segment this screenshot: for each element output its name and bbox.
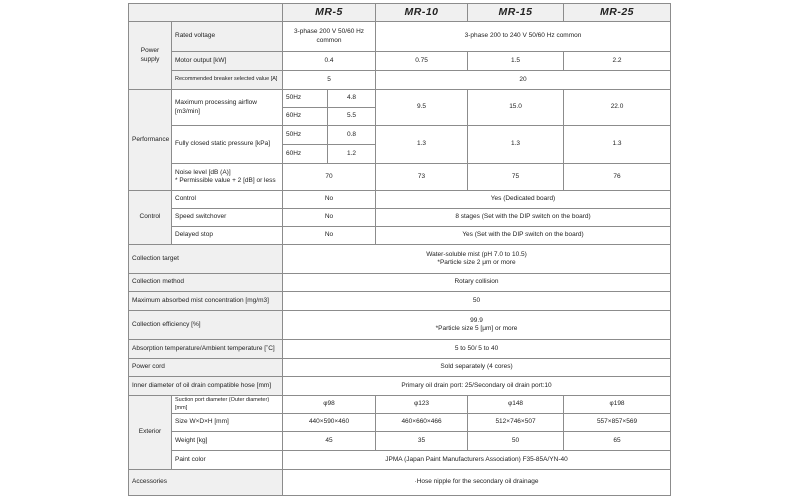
noise-label-line2: * Permissible value + 2 [dB] or less — [175, 177, 276, 184]
breaker-others: 20 — [376, 71, 671, 90]
suction-mr25: φ198 — [564, 396, 671, 414]
size-label: Size W×D×H [mm] — [172, 414, 283, 432]
weight-mr25: 65 — [564, 432, 671, 451]
breaker-mr5: 5 — [283, 71, 376, 90]
paint-label: Paint color — [172, 451, 283, 470]
max-mist-label: Maximum absorbed mist concentration [mg/m3] — [129, 292, 283, 311]
model-header-mr10: MR-10 — [376, 4, 468, 22]
model-header-mr5: MR-5 — [283, 4, 376, 22]
collection-method-label: Collection method — [129, 274, 283, 292]
efficiency-value — [283, 311, 671, 340]
header-blank — [129, 4, 283, 22]
suction-mr5: φ98 — [283, 396, 376, 414]
temperature-value: 5 to 50/ 5 to 40 — [283, 340, 671, 359]
efficiency-line1: 99.9 — [470, 316, 483, 324]
breaker-row — [129, 71, 671, 90]
airflow-mr10: 9.5 — [376, 90, 468, 126]
airflow-label: Maximum processing airflow [m3/min] — [172, 90, 283, 126]
airflow-hz60: 60Hz — [283, 108, 328, 126]
rated-voltage-mr5-line2: common — [316, 36, 342, 44]
efficiency-line2: *Particle size 5 [μm] or more — [435, 325, 518, 332]
airflow-mr15: 15.0 — [468, 90, 564, 126]
rated-voltage-row — [129, 22, 671, 52]
header-row — [129, 4, 671, 22]
collection-target-row — [129, 245, 671, 274]
drain-hose-row — [129, 377, 671, 396]
delayed-stop-others: Yes (Set with the DIP switch on the board) — [376, 227, 671, 245]
noise-mr25: 76 — [564, 164, 671, 191]
weight-mr10: 35 — [376, 432, 468, 451]
control-row — [129, 191, 671, 209]
exterior-group: Exterior — [129, 396, 172, 470]
noise-mr5: 70 — [283, 164, 376, 191]
motor-output-mr5: 0.4 — [283, 52, 376, 71]
static-pressure-label: Fully closed static pressure [kPa] — [172, 126, 283, 164]
weight-label: Weight [kg] — [172, 432, 283, 451]
speed-others: 8 stages (Set with the DIP switch on the board) — [376, 209, 671, 227]
suction-row — [129, 396, 671, 414]
static-pressure-mr5-60: 1.2 — [328, 145, 376, 164]
rated-voltage-mr5-line1: 3-phase 200 V 50/60 Hz — [293, 28, 365, 36]
model-header-mr15: MR-15 — [468, 4, 564, 22]
efficiency-row — [129, 311, 671, 340]
suction-mr10: φ123 — [376, 396, 468, 414]
size-mr10: 460×660×466 — [376, 414, 468, 432]
power-supply-group: Power supply — [129, 22, 172, 90]
speed-label: Speed switchover — [172, 209, 283, 227]
accessories-value: ·Hose nipple for the secondary oil drainage — [283, 470, 671, 496]
max-mist-value: 50 — [283, 292, 671, 311]
noise-label-line1: Noise level [dB (A)] — [175, 168, 231, 176]
spec-table — [128, 3, 671, 496]
paint-value: JPMA (Japan Paint Manufacturers Association) F35-85A/YN-40 — [283, 451, 671, 470]
collection-target-line2: *Particle size 2 μm or more — [437, 259, 516, 266]
motor-output-mr10: 0.75 — [376, 52, 468, 71]
collection-target-line1: Water-soluble mist (pH 7.0 to 10.5) — [426, 250, 527, 258]
drain-hose-label: Inner diameter of oil drain compatible hose [mm] — [129, 377, 283, 396]
static-pressure-hz60: 60Hz — [283, 145, 328, 164]
control-others: Yes (Dedicated board) — [376, 191, 671, 209]
airflow-mr25: 22.0 — [564, 90, 671, 126]
temperature-row — [129, 340, 671, 359]
paint-row — [129, 451, 671, 470]
weight-mr5: 45 — [283, 432, 376, 451]
collection-target-label: Collection target — [129, 245, 283, 274]
suction-label: Suction port diameter (Outer diameter) [mm] — [172, 396, 283, 414]
motor-output-row — [129, 52, 671, 71]
model-header-mr25: MR-25 — [564, 4, 671, 22]
static-pressure-row-50hz — [129, 126, 671, 145]
weight-row — [129, 432, 671, 451]
drain-hose-value: Primary oil drain port: 25/Secondary oil drain port:10 — [283, 377, 671, 396]
delayed-stop-row — [129, 227, 671, 245]
rated-voltage-mr5 — [283, 22, 376, 52]
noise-mr15: 75 — [468, 164, 564, 191]
static-pressure-mr25: 1.3 — [564, 126, 671, 164]
static-pressure-mr10: 1.3 — [376, 126, 468, 164]
collection-method-row — [129, 274, 671, 292]
performance-group: Performance — [129, 90, 172, 191]
power-cord-row — [129, 359, 671, 377]
breaker-label: Recommended breaker selected value [A] — [172, 71, 283, 90]
size-mr15: 512×746×507 — [468, 414, 564, 432]
size-mr25: 557×857×569 — [564, 414, 671, 432]
speed-mr5: No — [283, 209, 376, 227]
temperature-label: Absorption temperature/Ambient temperature [˚C] — [129, 340, 283, 359]
size-row — [129, 414, 671, 432]
noise-row — [129, 164, 671, 191]
motor-output-mr25: 2.2 — [564, 52, 671, 71]
noise-label — [172, 164, 283, 191]
efficiency-label: Collection efficiency [%] — [129, 311, 283, 340]
delayed-stop-mr5: No — [283, 227, 376, 245]
airflow-mr5-60: 5.5 — [328, 108, 376, 126]
collection-method-value: Rotary collision — [283, 274, 671, 292]
delayed-stop-label: Delayed stop — [172, 227, 283, 245]
airflow-row-50hz — [129, 90, 671, 108]
weight-mr15: 50 — [468, 432, 564, 451]
control-mr5: No — [283, 191, 376, 209]
control-group: Control — [129, 191, 172, 245]
control-label: Control — [172, 191, 283, 209]
speed-row — [129, 209, 671, 227]
rated-voltage-others: 3-phase 200 to 240 V 50/60 Hz common — [376, 22, 671, 52]
accessories-label: Accessories — [129, 470, 283, 496]
size-mr5: 440×590×460 — [283, 414, 376, 432]
collection-target-value — [283, 245, 671, 274]
accessories-row — [129, 470, 671, 496]
motor-output-mr15: 1.5 — [468, 52, 564, 71]
static-pressure-mr15: 1.3 — [468, 126, 564, 164]
airflow-hz50: 50Hz — [283, 90, 328, 108]
suction-mr15: φ148 — [468, 396, 564, 414]
motor-output-label: Motor output [kW] — [172, 52, 283, 71]
power-cord-value: Sold separately (4 cores) — [283, 359, 671, 377]
noise-mr10: 73 — [376, 164, 468, 191]
airflow-mr5-50: 4.8 — [328, 90, 376, 108]
static-pressure-mr5-50: 0.8 — [328, 126, 376, 145]
rated-voltage-label: Rated voltage — [172, 22, 283, 52]
max-mist-row — [129, 292, 671, 311]
power-cord-label: Power cord — [129, 359, 283, 377]
static-pressure-hz50: 50Hz — [283, 126, 328, 145]
